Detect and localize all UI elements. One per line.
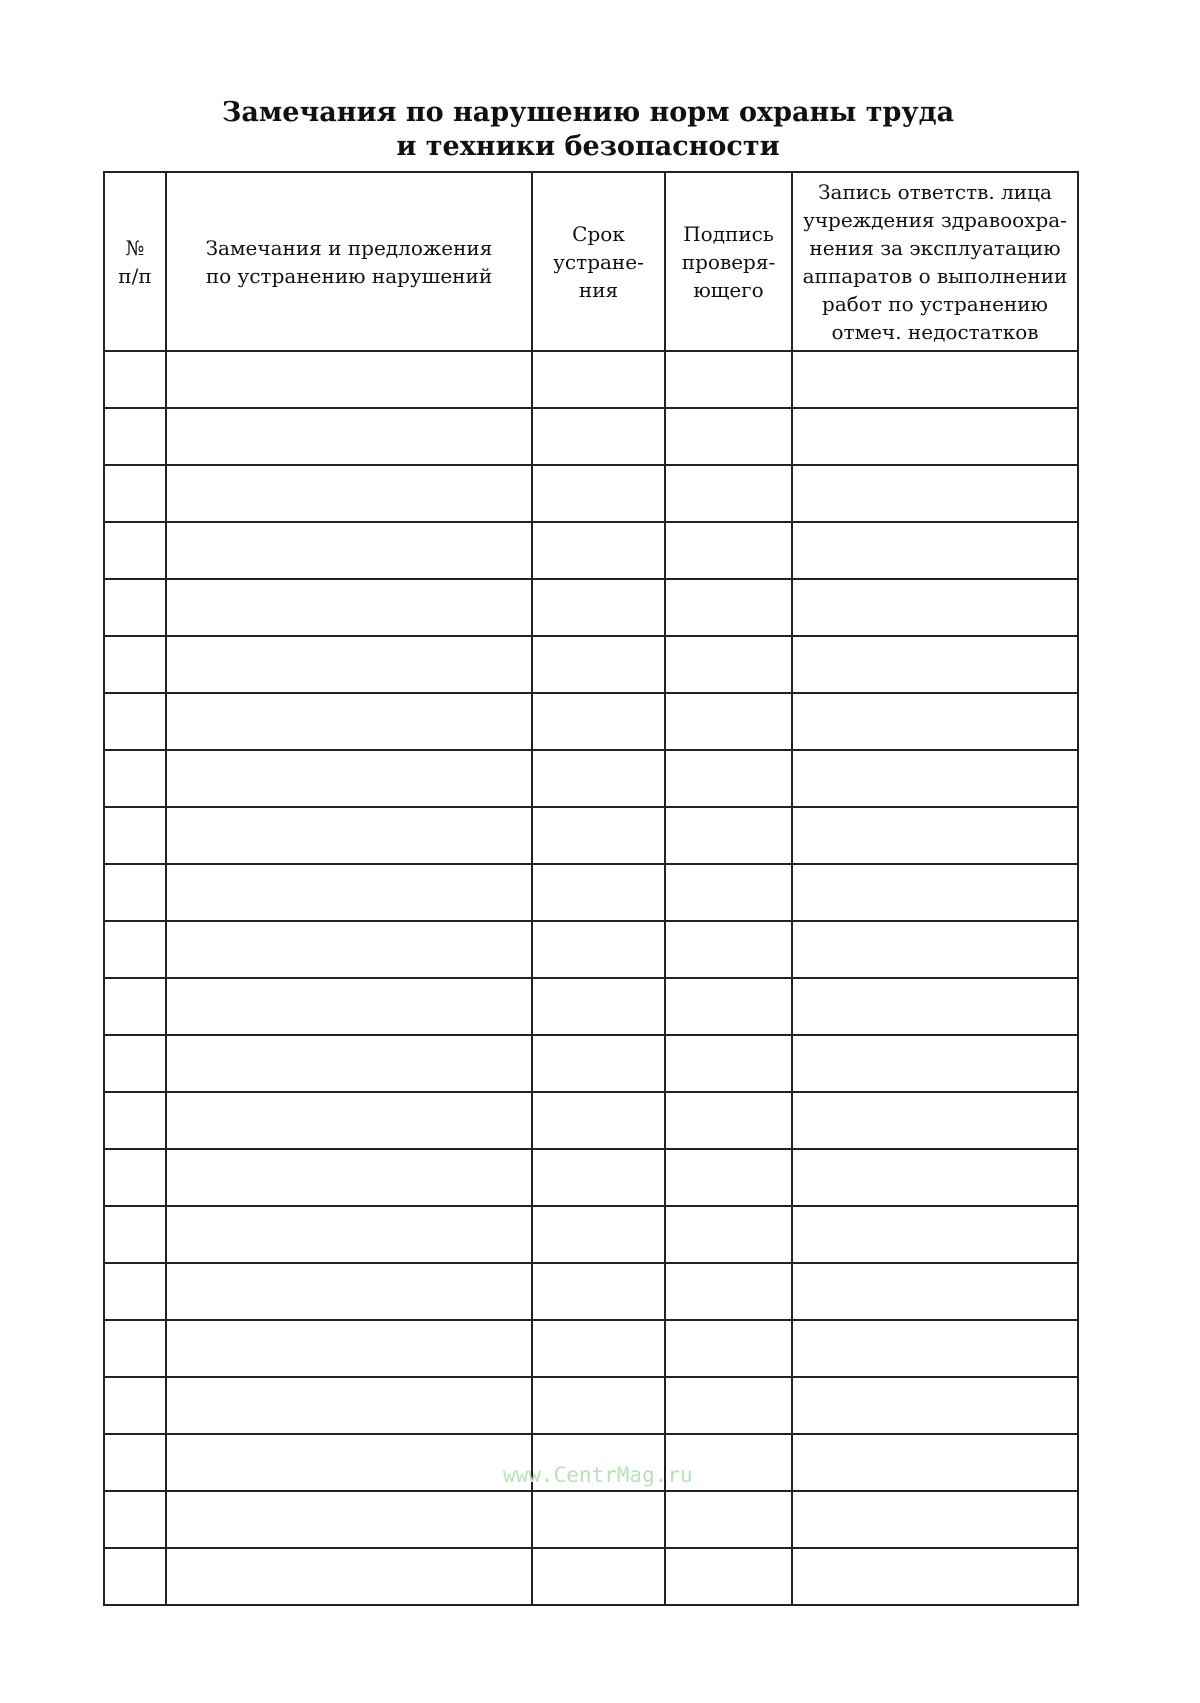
cell-signature[interactable] xyxy=(665,351,792,408)
header-signature-line-2: проверя- xyxy=(681,249,776,274)
cell-signature[interactable] xyxy=(665,579,792,636)
table-row xyxy=(104,465,1078,522)
cell-signature[interactable] xyxy=(665,408,792,465)
cell-signature[interactable] xyxy=(665,864,792,921)
table-row xyxy=(104,522,1078,579)
cell-number[interactable] xyxy=(104,864,166,921)
cell-record[interactable] xyxy=(792,864,1078,921)
cell-record[interactable] xyxy=(792,693,1078,750)
cell-record[interactable] xyxy=(792,1320,1078,1377)
cell-record[interactable] xyxy=(792,1434,1078,1491)
cell-number[interactable] xyxy=(104,351,166,408)
table-row xyxy=(104,750,1078,807)
table-row xyxy=(104,408,1078,465)
cell-record[interactable] xyxy=(792,1491,1078,1548)
table-row xyxy=(104,921,1078,978)
table-row xyxy=(104,579,1078,636)
cell-remarks[interactable] xyxy=(166,408,532,465)
cell-deadline[interactable] xyxy=(532,864,665,921)
cell-deadline[interactable] xyxy=(532,522,665,579)
header-record-line-3: нения за эксплуатацию xyxy=(809,235,1061,260)
cell-number[interactable] xyxy=(104,1035,166,1092)
cell-deadline[interactable] xyxy=(532,408,665,465)
cell-deadline[interactable] xyxy=(532,579,665,636)
cell-number[interactable] xyxy=(104,636,166,693)
header-record-line-5: работ по устранению xyxy=(822,291,1048,316)
cell-record[interactable] xyxy=(792,408,1078,465)
cell-number[interactable] xyxy=(104,522,166,579)
page-title-line-1: Замечания по нарушению норм охраны труда xyxy=(221,97,955,128)
cell-signature[interactable] xyxy=(665,750,792,807)
header-deadline-line-3: ния xyxy=(578,277,619,302)
cell-signature[interactable] xyxy=(665,465,792,522)
cell-deadline[interactable] xyxy=(532,465,665,522)
remarks-table xyxy=(103,171,1079,1606)
header-signature-line-1: Подпись xyxy=(683,221,774,246)
cell-signature[interactable] xyxy=(665,693,792,750)
cell-number[interactable] xyxy=(104,693,166,750)
cell-signature[interactable] xyxy=(665,1206,792,1263)
cell-remarks[interactable] xyxy=(166,1377,532,1434)
cell-deadline[interactable] xyxy=(532,1377,665,1434)
cell-number[interactable] xyxy=(104,921,166,978)
cell-number[interactable] xyxy=(104,1377,166,1434)
page-title-line-2: и техники безопасности xyxy=(396,131,780,162)
header-number-line-1: № xyxy=(125,235,145,260)
cell-signature[interactable] xyxy=(665,522,792,579)
cell-deadline[interactable] xyxy=(532,1035,665,1092)
cell-number[interactable] xyxy=(104,807,166,864)
table-row xyxy=(104,1491,1078,1548)
header-remarks-line-1: Замечания и предложения xyxy=(205,235,493,260)
cell-deadline[interactable] xyxy=(532,1491,665,1548)
cell-remarks[interactable] xyxy=(166,1092,532,1149)
table-row xyxy=(104,1092,1078,1149)
table-row xyxy=(104,1263,1078,1320)
table-row xyxy=(104,351,1078,408)
cell-remarks[interactable] xyxy=(166,1035,532,1092)
cell-signature[interactable] xyxy=(665,1377,792,1434)
cell-remarks[interactable] xyxy=(166,1548,532,1605)
cell-deadline[interactable] xyxy=(532,1092,665,1149)
header-responsible-record xyxy=(792,172,1078,351)
cell-deadline[interactable] xyxy=(532,1548,665,1605)
header-number xyxy=(104,172,166,351)
header-remarks-line-2: по устранению нарушений xyxy=(205,263,493,288)
cell-record[interactable] xyxy=(792,1377,1078,1434)
cell-signature[interactable] xyxy=(665,1320,792,1377)
cell-record[interactable] xyxy=(792,351,1078,408)
cell-deadline[interactable] xyxy=(532,636,665,693)
header-record-line-6: отмеч. недостатков xyxy=(831,319,1039,344)
cell-deadline[interactable] xyxy=(532,807,665,864)
cell-record[interactable] xyxy=(792,1092,1078,1149)
header-number-line-2: п/п xyxy=(118,263,152,288)
cell-remarks[interactable] xyxy=(166,465,532,522)
cell-record[interactable] xyxy=(792,465,1078,522)
cell-signature[interactable] xyxy=(665,978,792,1035)
header-deadline xyxy=(532,172,665,351)
page-title xyxy=(0,96,1176,164)
header-signature-line-3: ющего xyxy=(693,277,764,302)
cell-number[interactable] xyxy=(104,1434,166,1491)
cell-remarks[interactable] xyxy=(166,1320,532,1377)
cell-record[interactable] xyxy=(792,522,1078,579)
header-record-line-2: учреждения здравоохра- xyxy=(803,207,1067,232)
cell-signature[interactable] xyxy=(665,636,792,693)
table-row xyxy=(104,1035,1078,1092)
cell-record[interactable] xyxy=(792,579,1078,636)
cell-number[interactable] xyxy=(104,1149,166,1206)
cell-number[interactable] xyxy=(104,1263,166,1320)
cell-record[interactable] xyxy=(792,1149,1078,1206)
table-row xyxy=(104,1206,1078,1263)
cell-remarks[interactable] xyxy=(166,636,532,693)
header-remarks xyxy=(166,172,532,351)
cell-remarks[interactable] xyxy=(166,1491,532,1548)
table-row xyxy=(104,693,1078,750)
table-body xyxy=(104,351,1078,1605)
cell-number[interactable] xyxy=(104,1548,166,1605)
cell-remarks[interactable] xyxy=(166,864,532,921)
cell-record[interactable] xyxy=(792,1548,1078,1605)
cell-number[interactable] xyxy=(104,978,166,1035)
cell-record[interactable] xyxy=(792,750,1078,807)
cell-remarks[interactable] xyxy=(166,978,532,1035)
cell-remarks[interactable] xyxy=(166,921,532,978)
header-inspector-signature xyxy=(665,172,792,351)
header-deadline-line-1: Срок xyxy=(572,221,625,246)
cell-record[interactable] xyxy=(792,1263,1078,1320)
cell-signature[interactable] xyxy=(665,1548,792,1605)
cell-remarks[interactable] xyxy=(166,1206,532,1263)
cell-number[interactable] xyxy=(104,1206,166,1263)
cell-number[interactable] xyxy=(104,750,166,807)
cell-signature[interactable] xyxy=(665,1035,792,1092)
cell-number[interactable] xyxy=(104,465,166,522)
cell-signature[interactable] xyxy=(665,1092,792,1149)
cell-signature[interactable] xyxy=(665,1149,792,1206)
table-row xyxy=(104,978,1078,1035)
cell-record[interactable] xyxy=(792,807,1078,864)
table-row xyxy=(104,864,1078,921)
cell-deadline[interactable] xyxy=(532,978,665,1035)
cell-deadline[interactable] xyxy=(532,750,665,807)
cell-record[interactable] xyxy=(792,1206,1078,1263)
cell-deadline[interactable] xyxy=(532,1320,665,1377)
cell-number[interactable] xyxy=(104,1320,166,1377)
cell-record[interactable] xyxy=(792,978,1078,1035)
table-row xyxy=(104,807,1078,864)
cell-signature[interactable] xyxy=(665,1263,792,1320)
cell-remarks[interactable] xyxy=(166,1434,532,1491)
watermark: www.CentrMag.ru xyxy=(503,1463,693,1487)
cell-deadline[interactable] xyxy=(532,1206,665,1263)
table-row xyxy=(104,1149,1078,1206)
cell-number[interactable] xyxy=(104,1092,166,1149)
cell-deadline[interactable] xyxy=(532,693,665,750)
cell-remarks[interactable] xyxy=(166,1149,532,1206)
cell-remarks[interactable] xyxy=(166,522,532,579)
cell-signature[interactable] xyxy=(665,1491,792,1548)
cell-number[interactable] xyxy=(104,579,166,636)
cell-deadline[interactable] xyxy=(532,351,665,408)
cell-deadline[interactable] xyxy=(532,1263,665,1320)
cell-record[interactable] xyxy=(792,636,1078,693)
cell-remarks[interactable] xyxy=(166,807,532,864)
cell-remarks[interactable] xyxy=(166,1263,532,1320)
header-deadline-line-2: устране- xyxy=(553,249,644,274)
cell-remarks[interactable] xyxy=(166,750,532,807)
cell-signature[interactable] xyxy=(665,921,792,978)
cell-deadline[interactable] xyxy=(532,921,665,978)
table-row xyxy=(104,1320,1078,1377)
cell-record[interactable] xyxy=(792,1035,1078,1092)
cell-number[interactable] xyxy=(104,408,166,465)
cell-deadline[interactable] xyxy=(532,1149,665,1206)
header-record-line-1: Запись ответств. лица xyxy=(818,179,1052,204)
cell-remarks[interactable] xyxy=(166,351,532,408)
table-header-row xyxy=(104,172,1078,351)
table-row xyxy=(104,1377,1078,1434)
header-record-line-4: аппаратов о выполнении xyxy=(802,263,1068,288)
table-row xyxy=(104,636,1078,693)
cell-remarks[interactable] xyxy=(166,579,532,636)
cell-signature[interactable] xyxy=(665,807,792,864)
cell-remarks[interactable] xyxy=(166,693,532,750)
table-row xyxy=(104,1548,1078,1605)
cell-number[interactable] xyxy=(104,1491,166,1548)
cell-record[interactable] xyxy=(792,921,1078,978)
